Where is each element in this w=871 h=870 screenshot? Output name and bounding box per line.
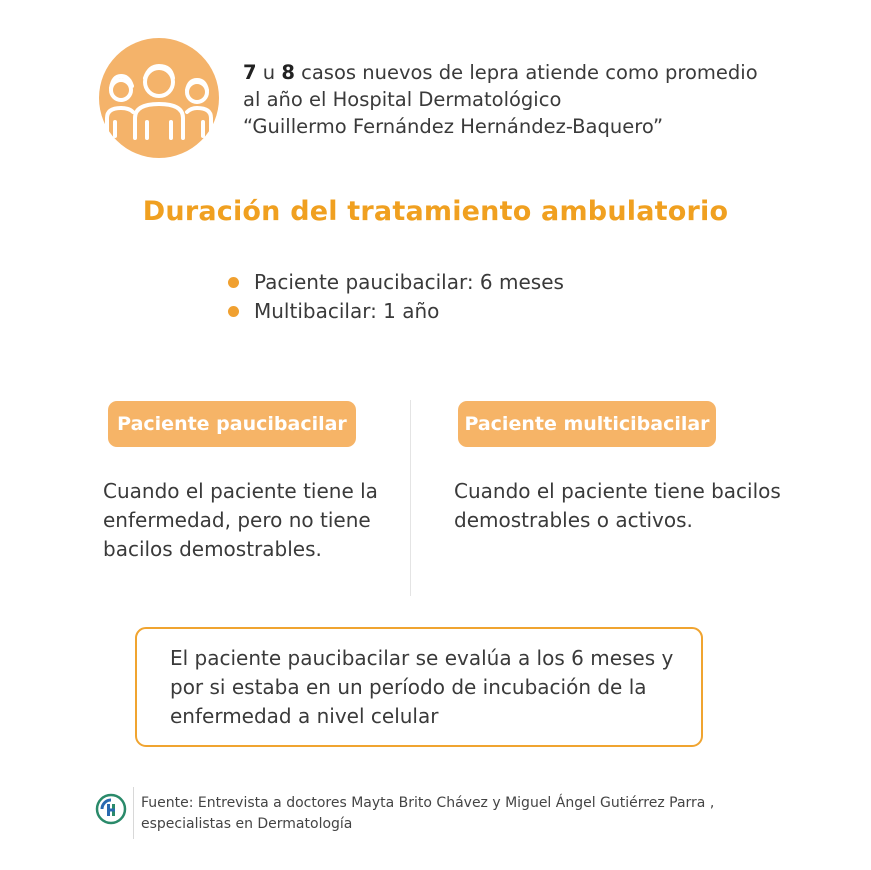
duration-list bbox=[228, 268, 564, 326]
intro-number-1: 7 bbox=[243, 61, 257, 84]
bullet-dot-icon bbox=[228, 277, 239, 288]
section-title: Duración del tratamiento ambulatorio bbox=[142, 196, 729, 227]
intro-line-3: “Guillermo Fernández Hernández-Baquero” bbox=[243, 115, 664, 138]
intro-line-2: al año el Hospital Dermatológico bbox=[243, 88, 562, 111]
intro-number-2: 8 bbox=[281, 61, 295, 84]
bullet-dot-icon bbox=[228, 306, 239, 317]
intro-line-1-rest: casos nuevos de lepra atiende como promedio bbox=[294, 61, 758, 84]
note-text: El paciente paucibacilar se evalúa a los 6 meses y por si estaba en un período de incubación de la enfermedad a nivel celular bbox=[170, 646, 674, 728]
multibacilar-label: Paciente multicibacilar bbox=[458, 401, 716, 447]
health-logo-icon bbox=[95, 793, 127, 825]
list-item-text: Paciente paucibacilar: 6 meses bbox=[254, 270, 564, 294]
people-group-icon bbox=[99, 38, 219, 158]
list-item-text: Multibacilar: 1 año bbox=[254, 299, 440, 323]
paucibacilar-description: Cuando el paciente tiene la enfermedad, pero no tiene bacilos demostrables. bbox=[103, 479, 378, 561]
list-item bbox=[228, 268, 564, 297]
column-divider bbox=[410, 400, 411, 596]
paucibacilar-label: Paciente paucibacilar bbox=[108, 401, 356, 447]
intro-line-1 bbox=[243, 59, 823, 86]
source-citation: Fuente: Entrevista a doctores Mayta Brito Chávez y Miguel Ángel Gutiérrez Parra , especialistas en Dermatología bbox=[141, 795, 715, 832]
source-divider bbox=[133, 787, 134, 839]
intro-conj: u bbox=[256, 61, 282, 84]
multibacilar-description: Cuando el paciente tiene bacilos demostrables o activos. bbox=[454, 479, 781, 532]
intro-text bbox=[243, 59, 823, 140]
list-item bbox=[228, 297, 564, 326]
